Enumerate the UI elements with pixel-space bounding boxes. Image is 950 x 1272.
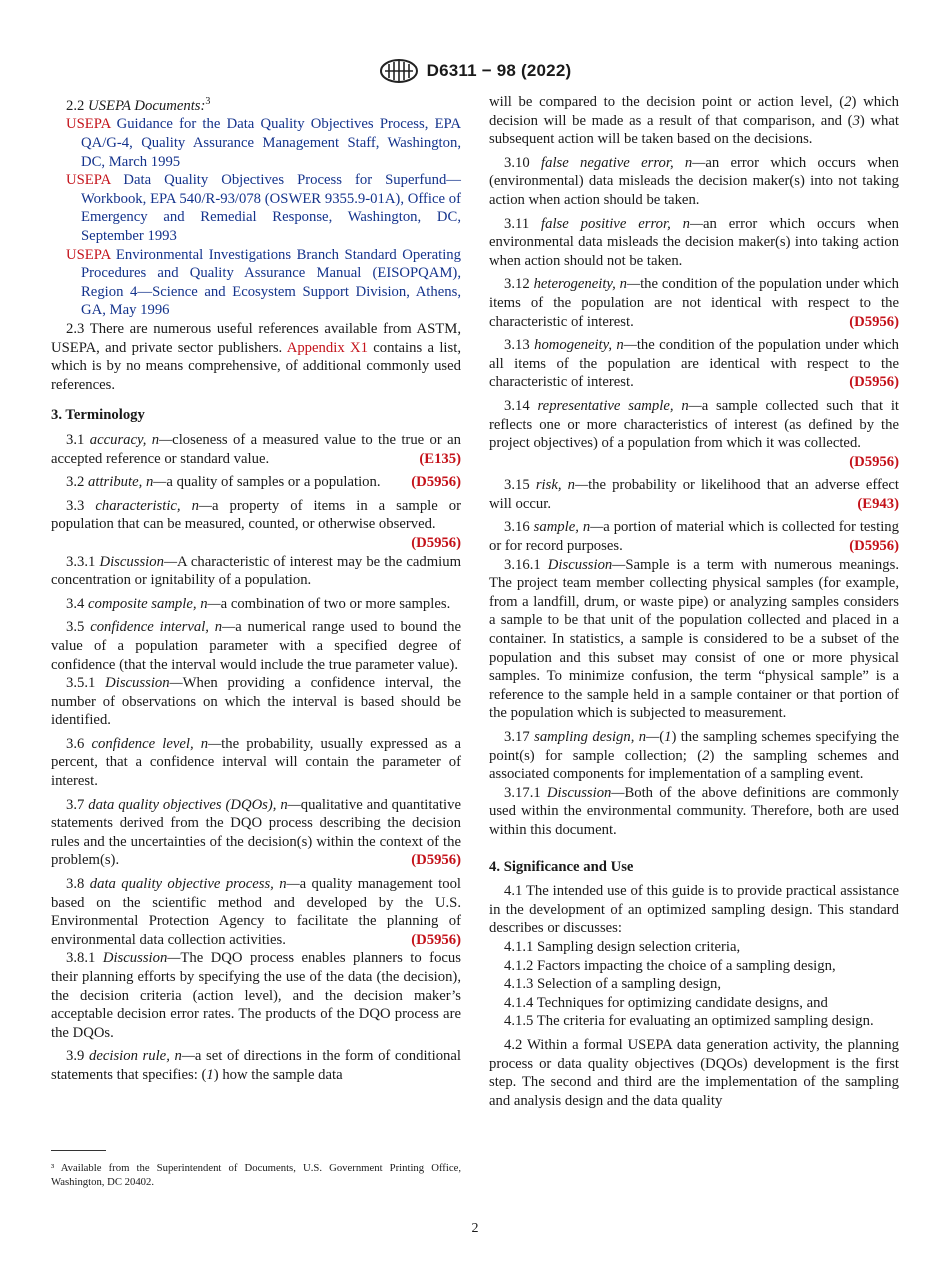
term-homogeneity: 3.13 homogeneity, n—the condition of the population under which all items of the population are identical with respect to the characteristic of interest. (D5956) — [489, 337, 900, 391]
term-risk: 3.15 risk, n—the probability or likelihood that an adverse effect will occur. (E943) — [489, 477, 899, 512]
term-sample-discussion: 3.16.1 Discussion—Sample is a term with numerous meanings. The project team member collecting physical samples (for example, from a landfill, drum, or waste pipe) or analyzing samples considers a sample to be that unit of the population collected and placed in a container. In statistics, a sample is considered to be a subset of the population and this subset may consist of one or more physical samples. To minimize confusion, the term “physical sample” is a reference to the sample held in a sample container or that portion of the population which is subjected to measurement. — [489, 556, 900, 722]
section-4-1-4: 4.1.4 Techniques for optimizing candidate designs, and — [504, 994, 828, 1011]
section-4-2: 4.2 Within a formal USEPA data generation activity, the planning process or data quality objectives (DQOs) development is the first step. The second and third are the implementation of the sampling and analysis design and the data quality — [489, 1036, 899, 1109]
section-4-1-1: 4.1.1 Sampling design selection criteria, — [504, 938, 741, 955]
term-characteristic-discussion: 3.3.1 Discussion—A characteristic of interest may be the cadmium concentration or ignitability of a population. — [51, 553, 462, 589]
term-confidence-interval-discussion: 3.5.1 Discussion—When providing a confidence interval, the number of observations on which the interval is based should be identified. — [51, 675, 461, 729]
page-header — [0, 58, 950, 84]
term-sampling-design: 3.17 sampling design, n—(1) the sampling schemes specifying the point(s) for sample collection; (2) the sampling schemes and associated components for implementation of a sampling event. — [489, 729, 899, 783]
term-false-negative-error: 3.10 false negative error, n—an error which occurs when (environmental) data misleads the decision maker(s) into not taking action when action should be taken. — [489, 154, 900, 208]
page-number: 2 — [471, 1221, 479, 1236]
citation-link[interactable]: (E135) — [419, 450, 461, 467]
document-designation: D6311 − 98 (2022) — [426, 61, 572, 80]
left-column — [51, 93, 461, 1090]
right-column — [489, 93, 899, 1115]
section-4-1: 4.1 The intended use of this guide is to provide practical assistance in the development of an optimized sampling design. This standard describes or discusses: — [489, 883, 899, 937]
section-4-1-5: 4.1.5 The criteria for evaluating an optimized sampling design. — [504, 1013, 874, 1030]
citation-link[interactable]: (D5956) — [411, 852, 461, 869]
term-dqos: 3.7 data quality objectives (DQOs), n—qualitative and quantitative statements derived from the DQO process describing the decision rules and the uncertainties of the decision(s) within the context of the problem(s). (D5956) — [51, 796, 461, 869]
astm-logo-icon — [379, 58, 419, 84]
term-sample: 3.16 sample, n—a portion of material which is collected for testing or for record purposes. (D5956) — [489, 519, 899, 555]
citation-link[interactable]: (D5956) — [411, 474, 461, 491]
section-3-heading: 3. Terminology — [51, 407, 145, 424]
citation-link[interactable]: (E943) — [857, 495, 899, 512]
citation-link[interactable]: (D5956) — [411, 931, 461, 948]
term-attribute: 3.2 attribute, n—a quality of samples or a population. (D5956) — [66, 474, 461, 491]
section-2-2: 2.2 USEPA Documents:$^3$ — [66, 96, 211, 114]
term-accuracy: 3.1 accuracy, n—closeness of a measured value to the true or an accepted reference or standard value. (E135) — [51, 431, 462, 467]
citation-link[interactable]: (D5956) — [849, 453, 899, 470]
reference-usepa-3[interactable]: USEPA Environmental Investigations Branch Standard Operating Procedures and Quality Assurance Manual (EISOPQAM), Region 4—Science and Ecosystem Support Division, Athens, GA, May 1996 — [66, 246, 461, 319]
term-characteristic: 3.3 characteristic, n—a property of items in a sample or population that can be measured, counted, or otherwise observed. (D5956) — [51, 497, 461, 551]
section-4-1-2: 4.1.2 Factors impacting the choice of a sampling design, — [504, 957, 836, 974]
section-2-3: 2.3 There are numerous useful references available from ASTM, USEPA, and private sector publishers. Appendix X1 contains a list, which is by no means comprehensive, of additional commonly used references. — [51, 321, 461, 393]
term-false-positive-error: 3.11 false positive error, n—an error which occurs when environmental data misleads the decision maker(s) into taking action when action should not be taken. — [489, 215, 899, 269]
reference-usepa-1[interactable]: USEPA Guidance for the Data Quality Objectives Process, EPA QA/G-4, Quality Assurance Management Staff, Washington, DC, March 1995 — [66, 116, 461, 170]
term-sampling-design-discussion: 3.17.1 Discussion—Both of the above definitions are commonly used within the environmental community. Therefore, both are used within this document. — [489, 784, 900, 838]
term-composite-sample: 3.4 composite sample, n—a combination of two or more samples. — [66, 595, 451, 612]
citation-link[interactable]: (D5956) — [849, 313, 899, 330]
term-representative-sample: 3.14 representative sample, n—a sample collected such that it reflects one or more characteristics of interest (as defined by the project objectives) of a population from which it was collected. (D5956) — [489, 397, 899, 470]
citation-link[interactable]: (D5956) — [411, 534, 461, 551]
term-confidence-interval: 3.5 confidence interval, n—a numerical range used to bound the value of a population parameter with a specified degree of confidence (that the interval would include the true parameter value). — [51, 619, 461, 673]
citation-link[interactable]: (D5956) — [849, 538, 899, 555]
section-4-1-3: 4.1.3 Selection of a sampling design, — [504, 976, 722, 993]
footnote-3: ³ Available from the Superintendent of Documents, U.S. Government Printing Office, Washington, DC 20402. — [51, 1162, 461, 1188]
term-heterogeneity: 3.12 heterogeneity, n—the condition of the population under which items of the population are not identical with respect to the characteristic of interest. (D5956) — [489, 276, 899, 330]
appendix-x1-link[interactable]: Appendix X1 — [286, 339, 368, 356]
term-confidence-level: 3.6 confidence level, n—the probability, usually expressed as a percent, that a confidence interval will contain the parameter of interest. — [51, 735, 462, 790]
section-4-heading: 4. Significance and Use — [489, 858, 634, 875]
citation-link[interactable]: (D5956) — [849, 374, 899, 391]
term-decision-rule: 3.9 decision rule, n—a set of directions in the form of conditional statements that specifies: (1) how the sample data — [51, 1048, 461, 1083]
term-dqo-process: 3.8 data quality objective process, n—a quality management tool based on the scientific method and developed by the U.S. Environmental Protection Agency to facilitate the planning of environmental data collection activities. (D5956) — [51, 876, 461, 948]
term-dqo-process-discussion: 3.8.1 Discussion—The DQO process enables planners to focus their planning efforts by specifying the use of the data (the decision), the decision criteria (action level), and the decision maker’s acceptable decision error rates. The products of the DQO process are the DQOs. — [51, 950, 461, 1041]
reference-usepa-2[interactable]: USEPA Data Quality Objectives Process for Superfund—Workbook, EPA 540/R-93/078 (OSWER 9355.9-01A), Office of Emergency and Remedial Response, Washington, DC, September 1993 — [66, 172, 461, 245]
term-decision-rule-continued: will be compared to the decision point or action level, (2) which decision will be made as a result of that comparison, and (3) what subsequent action will be taken based on the decisions. — [489, 94, 899, 148]
footnote-divider — [51, 1150, 106, 1151]
